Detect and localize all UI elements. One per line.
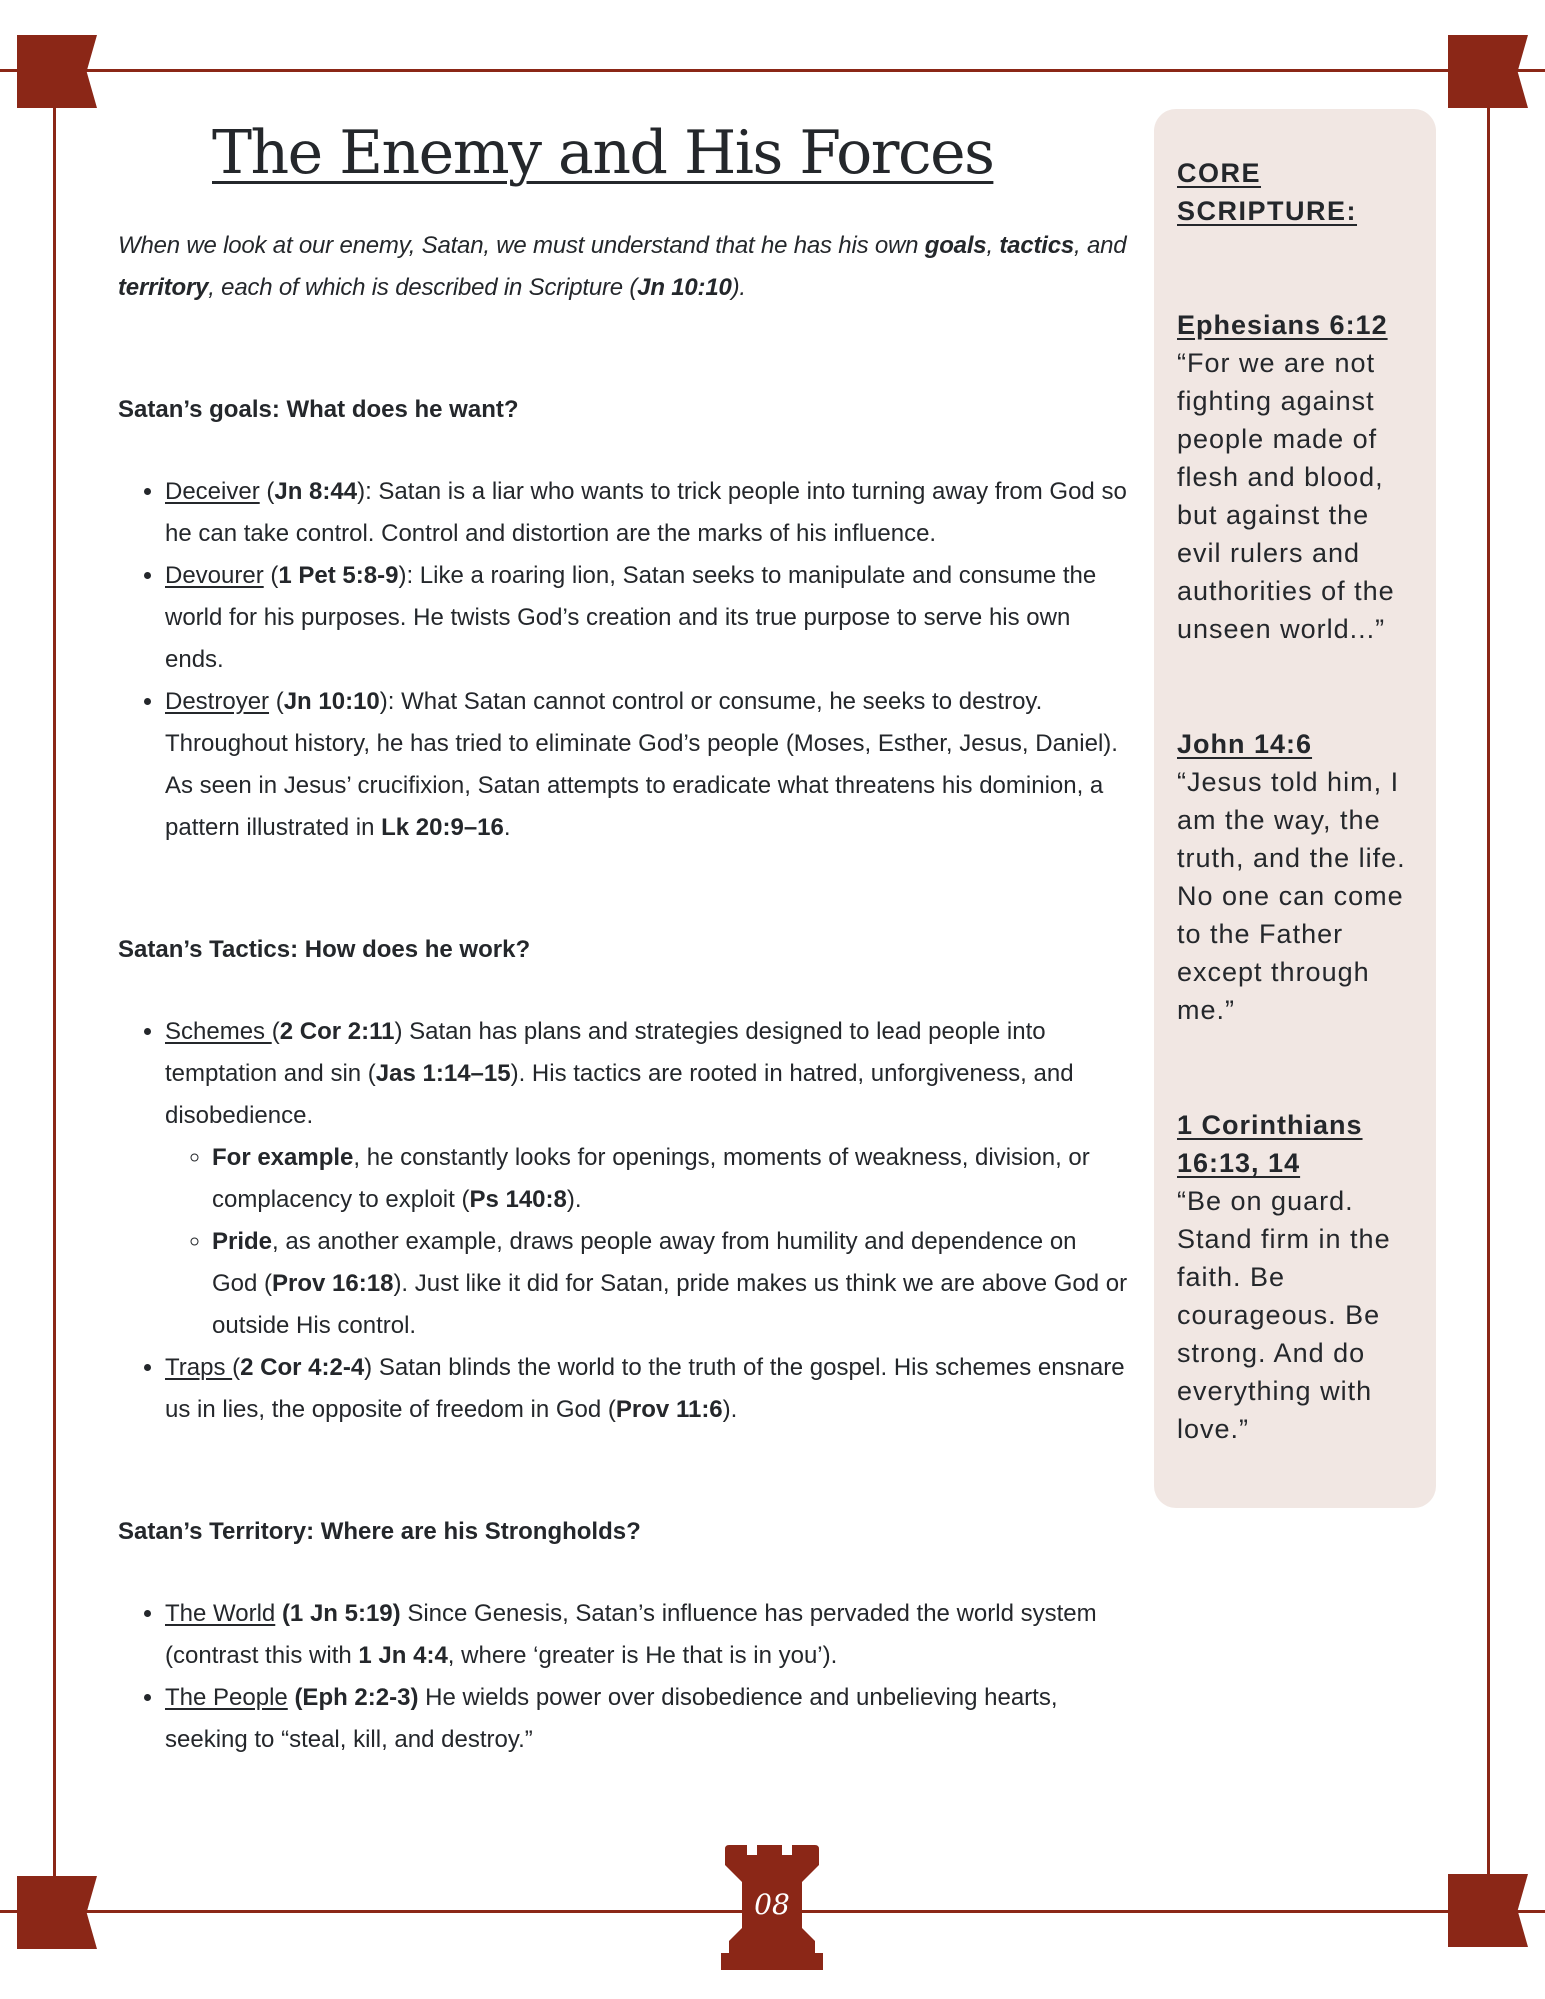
sub-list-item: [212, 1221, 1128, 1347]
scripture-ref: Prov 11:6: [615, 1396, 723, 1423]
page-title: The Enemy and His Forces: [212, 118, 994, 188]
term-the-world: The World: [165, 1600, 276, 1627]
term-deceiver: Deceiver: [165, 478, 260, 505]
corner-flag-icon-bottom-right: [1448, 1874, 1528, 1947]
goals-heading: Satan’s goals: What does he want?: [118, 396, 519, 423]
verse-block: [1177, 306, 1414, 648]
list-item: • Devourer (1 Pet 5:8-9): Like a roaring lion, Satan seeks to manipulate and consume the world for his purposes. He twists God’s creation and its true purpose to serve his own ends.: [165, 555, 1128, 681]
item-text: , as another example, draws people away from humility and dependence on God (: [212, 1228, 1077, 1297]
tactics-heading: Satan’s Tactics: How does he work?: [118, 936, 531, 963]
territory-list: [118, 1593, 1128, 1761]
verse-text: “Jesus told him, I am the way, the truth, and the life. No one can come to the Father except through me.”: [1177, 767, 1406, 1025]
scripture-ref: 2 Cor 4:2-4: [240, 1354, 365, 1381]
intro-ref: Jn 10:10: [637, 274, 732, 301]
verse-text: “For we are not fighting against people made of flesh and blood, but against the evil rulers and authorities of the unseen world...”: [1177, 348, 1395, 644]
item-text: He wields power over disobedience and unbelieving hearts, seeking to “steal, kill, and destroy.”: [165, 1684, 1058, 1753]
scripture-ref: (1 Jn 5:19): [281, 1600, 401, 1627]
verse-block: [1177, 725, 1414, 1029]
item-text: ) Satan blinds the world to the truth of the gospel. His schemes ensnare us in lies, the opposite of freedom in God (: [165, 1354, 1125, 1423]
scripture-ref: 1 Jn 4:4: [358, 1642, 448, 1669]
verse-ref: John 14:6: [1177, 729, 1313, 759]
term-the-people: The People: [165, 1684, 288, 1711]
term-destroyer: Destroyer: [165, 688, 270, 715]
goals-list: [118, 471, 1128, 849]
intro-text: ,: [986, 232, 1000, 259]
scripture-ref: 2 Cor 2:11: [279, 1018, 395, 1045]
tactics-sublist: [165, 1137, 1128, 1347]
item-text: ) Satan has plans and strategies designed to lead people into temptation and sin (: [165, 1018, 1046, 1087]
item-text: Since Genesis, Satan’s influence has pervaded the world system (contrast this with: [165, 1600, 1097, 1669]
item-text: ).: [566, 1186, 582, 1213]
verse-ref: Ephesians 6:12: [1177, 310, 1388, 340]
item-text: ).: [722, 1396, 738, 1423]
intro-paragraph: [118, 225, 1128, 309]
term-traps: Traps: [165, 1354, 233, 1381]
sub-list-item: [212, 1137, 1128, 1221]
verse-block: [1177, 1106, 1414, 1448]
list-item: • Deceiver (Jn 8:44): Satan is a liar who wants to trick people into turning away from God so he can take control. Control and distortion are the marks of his influence.: [165, 471, 1128, 555]
scripture-ref: Lk 20:9–16: [381, 814, 504, 841]
scripture-ref: Jas 1:14–15: [375, 1060, 511, 1087]
list-item: • Destroyer (Jn 10:10): What Satan cannot control or consume, he seeks to destroy. Throughout history, he has tried to eliminate God’s people (Moses, Esther, Jesus, Daniel). As seen in Jesus’ crucifixion, Satan attempts to eradicate what threatens his dominion, a pattern illustrated in Lk 20:9–16.: [165, 681, 1128, 849]
intro-text: ).: [731, 274, 746, 301]
intro-text: When we look at our enemy, Satan, we must understand that he has his own: [118, 232, 925, 259]
core-scripture-sidebar: [1154, 109, 1436, 1508]
item-text: .: [503, 814, 511, 841]
corner-flag-icon-bottom-left: [17, 1876, 97, 1949]
item-text: ): Satan is a liar who wants to trick people into turning away from God so he can take control. Control and distortion are the marks of his influence.: [165, 478, 1127, 547]
list-item: • Schemes (2 Cor 2:11) Satan has plans and strategies designed to lead people into temptation and sin (Jas 1:14–15). His tactics are rooted in hatred, unforgiveness, and disobedience. ◦ For example, he constantly looks for openings, moments of weakness, division, or complacency to exploit (Ps 140:8). ◦ Pride, as another example, draws people away from humility and dependence on God (Prov 16:18). Just like it did for Satan, pride makes us think we are above God or outside His control.: [165, 1011, 1128, 1347]
item-text: , where ‘greater is He that is in you’).: [447, 1642, 838, 1669]
item-text: ): Like a roaring lion, Satan seeks to manipulate and consume the world for his purposes. He twists God’s creation and its true purpose to serve his own ends.: [165, 562, 1097, 673]
list-item: [165, 1677, 1128, 1761]
sub-item-lead: Pride: [212, 1228, 273, 1255]
intro-bold-goals: goals: [924, 232, 987, 259]
top-border-line: [0, 69, 1545, 72]
scripture-ref: 1 Pet 5:8-9: [278, 562, 399, 589]
page-number: 08: [754, 1888, 790, 1921]
sidebar-heading: CORE SCRIPTURE:: [1177, 158, 1358, 226]
item-text: ). His tactics are rooted in hatred, unforgiveness, and disobedience.: [165, 1060, 1074, 1129]
right-border-line: [1487, 70, 1490, 1912]
main-content: [118, 225, 1128, 1761]
intro-bold-territory: territory: [118, 274, 209, 301]
term-schemes: Schemes: [165, 1018, 272, 1045]
territory-heading: Satan’s Territory: Where are his Strongholds?: [118, 1518, 641, 1545]
scripture-ref: Jn 8:44: [274, 478, 358, 505]
verse-ref: 1 Corinthians 16:13, 14: [1177, 1110, 1363, 1178]
term-devourer: Devourer: [165, 562, 264, 589]
corner-flag-icon-top-right: [1448, 35, 1528, 108]
verse-text: “Be on guard. Stand firm in the faith. Be courageous. Be strong. And do everything with love.”: [1177, 1186, 1391, 1444]
item-text: ). Just like it did for Satan, pride makes us think we are above God or outside His control.: [212, 1270, 1128, 1339]
scripture-ref: Prov 16:18: [272, 1270, 394, 1297]
scripture-ref: Jn 10:10: [283, 688, 380, 715]
item-text: ): What Satan cannot control or consume, he seeks to destroy. Throughout history, he has tried to eliminate God’s people (Moses, Esther, Jesus, Daniel). As seen in Jesus’ crucifixion, Satan attempts to eradicate what threatens his dominion, a pattern illustrated in: [165, 688, 1118, 841]
intro-text: , and: [1074, 232, 1127, 259]
item-text: , he constantly looks for openings, moments of weakness, division, or complacency to exploit (: [212, 1144, 1090, 1213]
scripture-ref: Ps 140:8: [469, 1186, 567, 1213]
intro-text: , each of which is described in Scripture (: [208, 274, 638, 301]
tactics-list: [118, 1011, 1128, 1431]
list-item: • Traps (2 Cor 4:2-4) Satan blinds the world to the truth of the gospel. His schemes ensnare us in lies, the opposite of freedom in God (Prov 11:6).: [165, 1347, 1128, 1431]
scripture-ref: (Eph 2:2-3): [294, 1684, 419, 1711]
left-border-line: [53, 70, 56, 1912]
sub-item-lead: For example: [212, 1144, 354, 1171]
list-item: [165, 1593, 1128, 1677]
intro-bold-tactics: tactics: [999, 232, 1075, 259]
corner-flag-icon-top-left: [17, 35, 97, 108]
